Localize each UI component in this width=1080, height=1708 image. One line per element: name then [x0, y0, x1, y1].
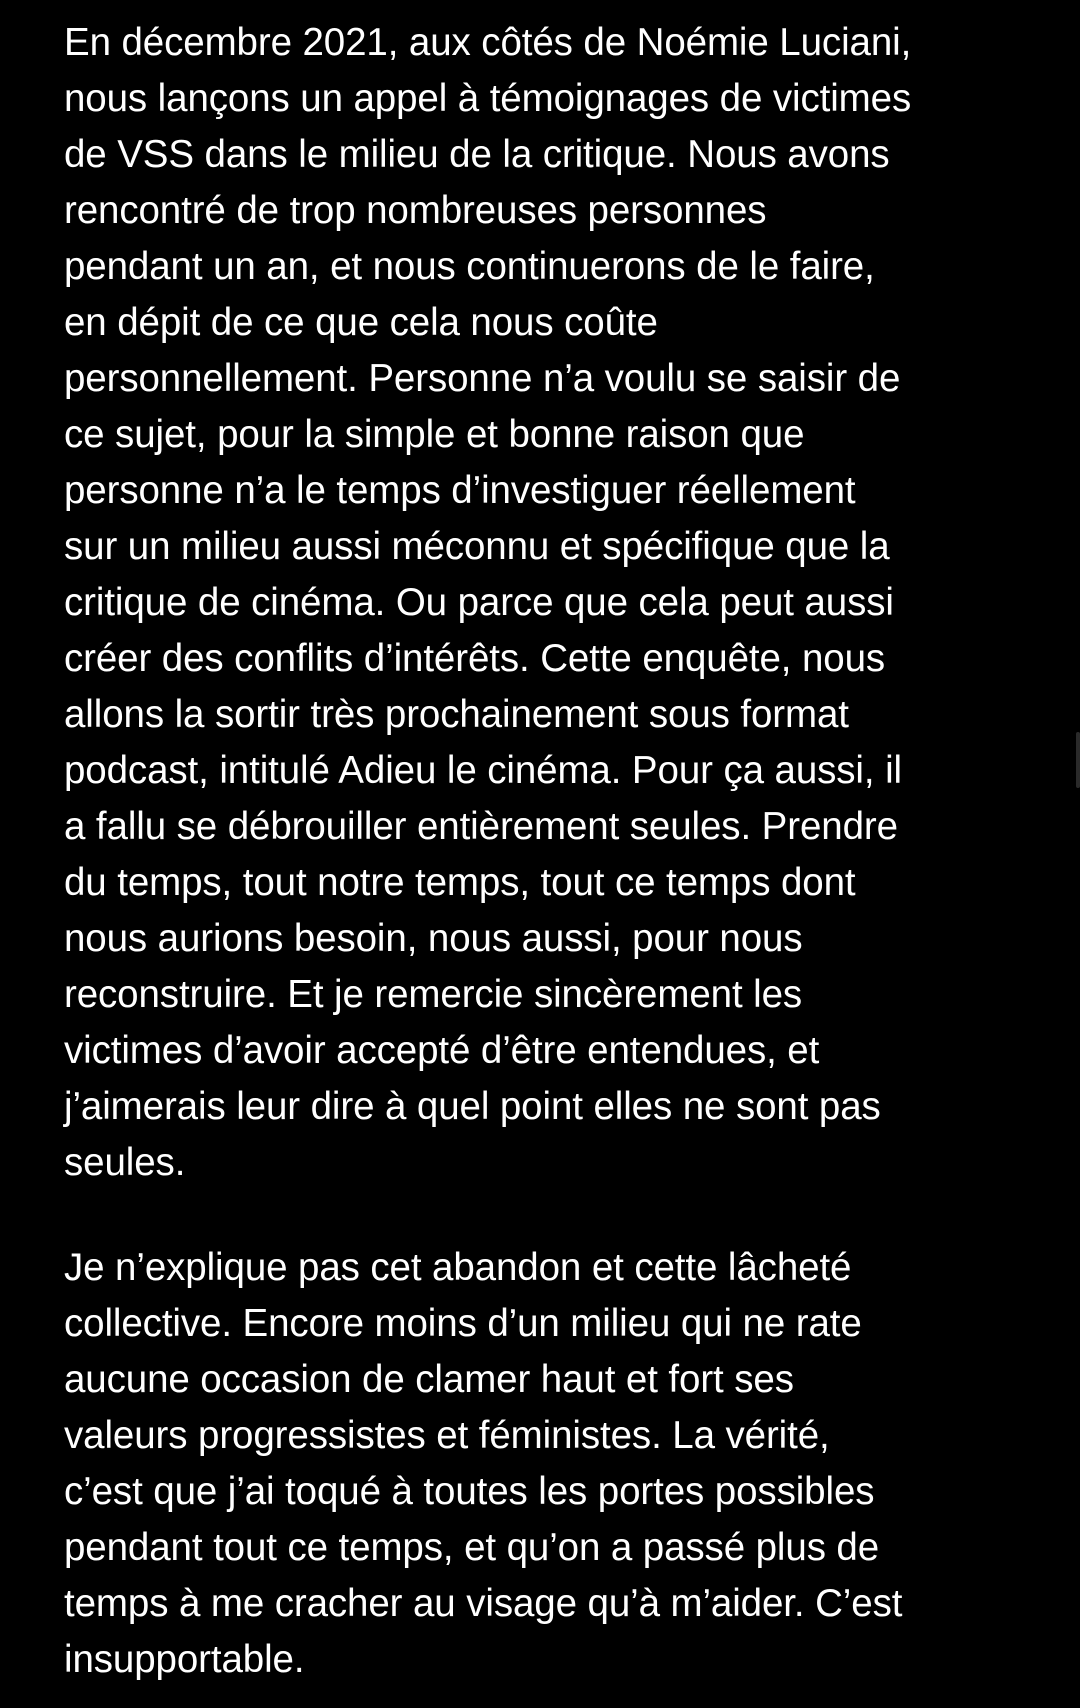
text-line: insupportable. — [64, 1638, 305, 1681]
text-line: critique de cinéma. Ou parce que cela peut aussi — [64, 581, 894, 624]
paragraph-2 — [64, 1240, 1044, 1688]
text-line: allons la sortir très prochainement sous format — [64, 693, 849, 736]
text-line: du temps, tout notre temps, tout ce temps dont — [64, 861, 856, 904]
text-line: j’aimerais leur dire à quel point elles ne sont pas — [64, 1085, 881, 1128]
text-line: seules. — [64, 1141, 186, 1184]
text-line: pendant tout ce temps, et qu’on a passé plus de — [64, 1526, 880, 1569]
text-line: victimes d’avoir accepté d’être entendues, et — [64, 1029, 820, 1072]
text-line: collective. Encore moins d’un milieu qui ne rate — [64, 1302, 862, 1345]
text-line: valeurs progressistes et féministes. La vérité, — [64, 1414, 830, 1457]
text-line: nous aurions besoin, nous aussi, pour nous — [64, 917, 803, 960]
text-line: c’est que j’ai toqué à toutes les portes possibles — [64, 1470, 875, 1513]
text-line: créer des conflits d’intérêts. Cette enquête, nous — [64, 637, 886, 680]
text-line: a fallu se débrouiller entièrement seules. Prendre — [64, 805, 898, 848]
text-line: reconstruire. Et je remercie sincèrement les — [64, 973, 803, 1016]
text-line: de VSS dans le milieu de la critique. Nous avons — [64, 133, 890, 176]
text-line: personne n’a le temps d’investiguer réellement — [64, 469, 856, 512]
text-line: ce sujet, pour la simple et bonne raison que — [64, 413, 805, 456]
paragraph-1 — [64, 15, 1044, 1191]
text-line: pendant un an, et nous continuerons de le faire, — [64, 245, 875, 288]
text-line: en dépit de ce que cela nous coûte — [64, 301, 658, 344]
text-line: En décembre 2021, aux côtés de Noémie Luciani, — [64, 21, 912, 64]
text-line: Je n’explique pas cet abandon et cette lâcheté — [64, 1246, 852, 1289]
text-line: personnellement. Personne n’a voulu se saisir de — [64, 357, 901, 400]
text-line: rencontré de trop nombreuses personnes — [64, 189, 767, 232]
text-line: sur un milieu aussi méconnu et spécifique que la — [64, 525, 890, 568]
text-line: temps à me cracher au visage qu’à m’aider. C’est — [64, 1582, 903, 1625]
text-line: nous lançons un appel à témoignages de victimes — [64, 77, 912, 120]
text-line: aucune occasion de clamer haut et fort ses — [64, 1358, 794, 1401]
text-line: podcast, intitulé Adieu le cinéma. Pour ça aussi, il — [64, 749, 902, 792]
scrollbar-thumb[interactable] — [1076, 732, 1080, 788]
